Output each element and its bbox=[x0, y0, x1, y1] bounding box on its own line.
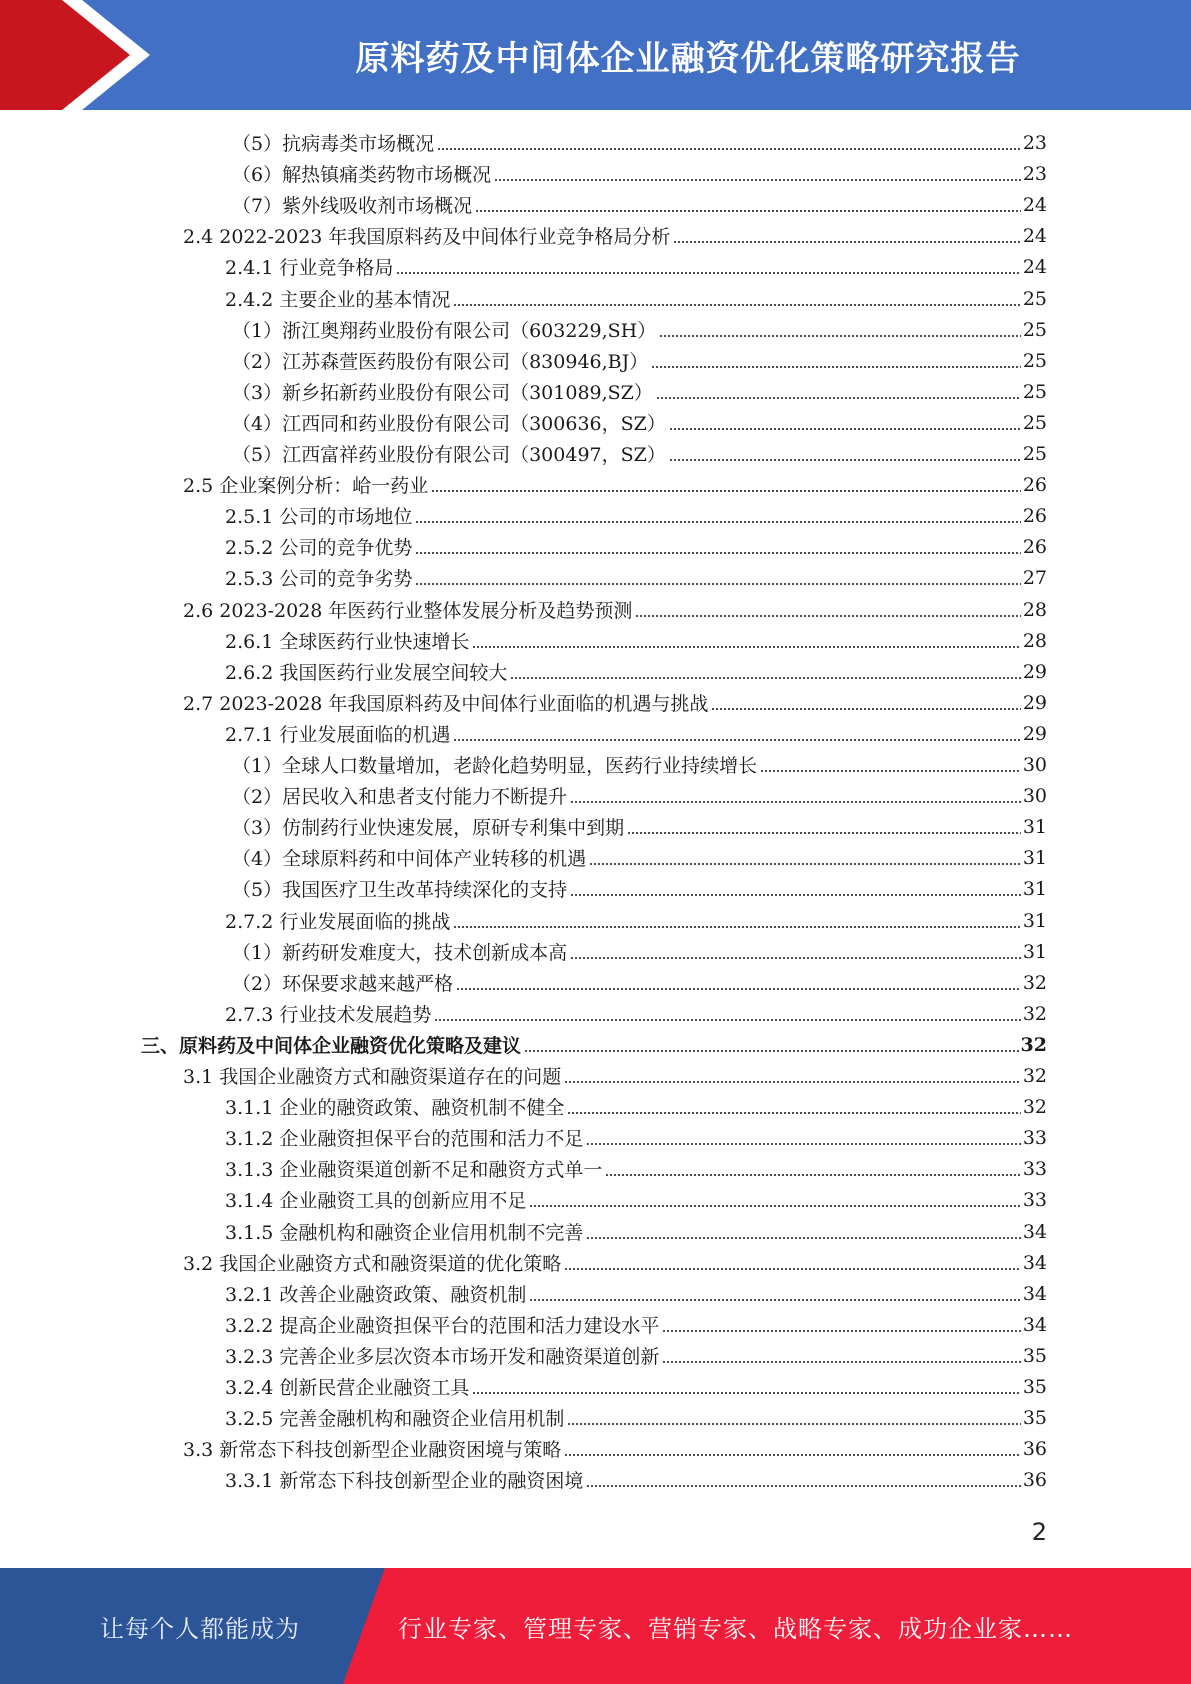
toc-entry-title: 三、原料药及中间体企业融资优化策略及建议 bbox=[141, 1035, 522, 1057]
toc-entry-page: 34 bbox=[1022, 1282, 1047, 1305]
toc-entry-page: 33 bbox=[1022, 1188, 1047, 1211]
toc-entry-page: 33 bbox=[1022, 1157, 1047, 1180]
toc-entry-title: （1）新药研发难度大，技术创新成本高 bbox=[232, 942, 568, 964]
toc-leader-dots bbox=[472, 1392, 1020, 1394]
toc-leader-dots bbox=[659, 335, 1021, 337]
toc-entry[interactable] bbox=[183, 469, 1047, 500]
toc-entry-title: 2.4 2022-2023 年我国原料药及中间体行业竞争格局分析 bbox=[183, 226, 671, 248]
toc-entry[interactable] bbox=[183, 1433, 1047, 1464]
toc-leader-dots bbox=[453, 304, 1020, 306]
toc-leader-dots bbox=[570, 801, 1021, 803]
toc-entry[interactable] bbox=[232, 842, 1047, 873]
toc-entry-page: 29 bbox=[1022, 691, 1047, 714]
toc-entry-page: 25 bbox=[1022, 380, 1047, 403]
toc-leader-dots bbox=[564, 1454, 1021, 1456]
toc-entry-title: 2.6 2023-2028 年医药行业整体发展分析及趋势预测 bbox=[183, 600, 633, 622]
toc-entry-page: 34 bbox=[1022, 1251, 1047, 1274]
toc-entry-title: 3.3.1 新常态下科技创新型企业的融资困境 bbox=[225, 1470, 584, 1492]
toc-entry-page: 34 bbox=[1022, 1313, 1047, 1336]
toc-leader-dots bbox=[475, 210, 1021, 212]
toc-entry-title: 2.5.1 公司的市场地位 bbox=[225, 506, 413, 528]
toc-leader-dots bbox=[662, 1361, 1020, 1363]
toc-entry-title: （5）抗病毒类市场概况 bbox=[232, 133, 435, 155]
toc-leader-dots bbox=[627, 832, 1021, 834]
toc-leader-dots bbox=[760, 770, 1021, 772]
toc-entry-page: 25 bbox=[1022, 318, 1047, 341]
toc-entry-page: 23 bbox=[1022, 162, 1047, 185]
toc-entry[interactable] bbox=[225, 1464, 1047, 1495]
toc-entry-page: 35 bbox=[1022, 1375, 1047, 1398]
toc-entry-title: （3）仿制药行业快速发展，原研专利集中到期 bbox=[232, 817, 625, 839]
toc-entry-title: （2）江苏森萱医药股份有限公司（830946,BJ） bbox=[232, 351, 649, 373]
toc-entry[interactable] bbox=[232, 873, 1047, 904]
toc-leader-dots bbox=[570, 957, 1021, 959]
toc-entry-title: 3.2.2 提高企业融资担保平台的范围和活力建设水平 bbox=[225, 1315, 660, 1337]
toc-entry-page: 25 bbox=[1022, 349, 1047, 372]
toc-entry-page: 32 bbox=[1022, 1002, 1047, 1025]
toc-entry-page: 26 bbox=[1022, 535, 1047, 558]
toc-entry-page: 24 bbox=[1022, 193, 1047, 216]
toc-leader-dots bbox=[434, 1019, 1020, 1021]
toc-leader-dots bbox=[605, 1174, 1020, 1176]
toc-entry-title: 2.4.1 行业竞争格局 bbox=[225, 257, 394, 279]
toc-entry-title: （6）解热镇痛类药物市场概况 bbox=[232, 164, 492, 186]
toc-leader-dots bbox=[431, 490, 1021, 492]
toc-entry-page: 33 bbox=[1022, 1126, 1047, 1149]
toc-entry-page: 36 bbox=[1022, 1437, 1047, 1460]
toc-entry[interactable] bbox=[225, 998, 1047, 1029]
toc-entry-title: 3.1 我国企业融资方式和融资渠道存在的问题 bbox=[183, 1066, 562, 1088]
toc-entry[interactable] bbox=[232, 936, 1047, 967]
toc-entry[interactable] bbox=[183, 1060, 1047, 1091]
toc-entry-title: 2.5.3 公司的竞争劣势 bbox=[225, 568, 413, 590]
toc-entry-page: 26 bbox=[1022, 473, 1047, 496]
toc-entry-page: 31 bbox=[1022, 846, 1047, 869]
toc-leader-dots bbox=[711, 708, 1020, 710]
footer-slogan-left: 让每个人都能成为 bbox=[100, 1614, 300, 1643]
toc-entry-page: 25 bbox=[1022, 411, 1047, 434]
toc-entry[interactable] bbox=[232, 780, 1047, 811]
toc-entry-title: 2.7.3 行业技术发展趋势 bbox=[225, 1004, 432, 1026]
toc-entry-title: 2.5.2 公司的竞争优势 bbox=[225, 537, 413, 559]
toc-entry-title: 3.2.5 完善金融机构和融资企业信用机制 bbox=[225, 1408, 565, 1430]
footer-slogan-right: 行业专家、管理专家、营销专家、战略专家、成功企业家…… bbox=[398, 1614, 1073, 1643]
toc-entry-title: 2.7.1 行业发展面临的机遇 bbox=[225, 724, 451, 746]
toc-entry-title: （5）我国医疗卫生改革持续深化的支持 bbox=[232, 879, 568, 901]
toc-entry-page: 31 bbox=[1022, 909, 1047, 932]
toc-entry[interactable] bbox=[225, 718, 1047, 749]
toc-entry[interactable] bbox=[232, 967, 1047, 998]
toc-leader-dots bbox=[673, 241, 1020, 243]
toc-entry[interactable] bbox=[225, 1122, 1047, 1153]
toc-leader-dots bbox=[656, 397, 1021, 399]
toc-entry-page: 29 bbox=[1022, 722, 1047, 745]
toc-leader-dots bbox=[564, 1268, 1021, 1270]
toc-entry[interactable] bbox=[232, 314, 1047, 345]
toc-entry-title: （5）江西富祥药业股份有限公司（300497，SZ） bbox=[232, 444, 666, 466]
toc-entry[interactable] bbox=[225, 625, 1047, 656]
toc-entry-page: 27 bbox=[1022, 566, 1047, 589]
toc-entry[interactable] bbox=[225, 283, 1047, 314]
toc-entry-page: 30 bbox=[1022, 753, 1047, 776]
toc-entry[interactable] bbox=[141, 1029, 1047, 1060]
toc-leader-dots bbox=[669, 459, 1021, 461]
toc-entry-title: （7）紫外线吸收剂市场概况 bbox=[232, 195, 473, 217]
toc-entry[interactable] bbox=[225, 1278, 1047, 1309]
toc-entry-page: 25 bbox=[1022, 442, 1047, 465]
page-footer bbox=[0, 1568, 1191, 1684]
toc-entry-page: 32 bbox=[1022, 1064, 1047, 1087]
toc-entry[interactable] bbox=[225, 1216, 1047, 1247]
toc-entry-title: 2.5 企业案例分析：峆一药业 bbox=[183, 475, 429, 497]
toc-entry-title: 3.2 我国企业融资方式和融资渠道的优化策略 bbox=[183, 1253, 562, 1275]
toc-leader-dots bbox=[662, 1330, 1020, 1332]
toc-entry[interactable] bbox=[232, 127, 1047, 158]
toc-leader-dots bbox=[589, 863, 1021, 865]
toc-entry-title: 2.6.2 我国医药行业发展空间较大 bbox=[225, 662, 508, 684]
toc-entry-title: 3.1.4 企业融资工具的创新应用不足 bbox=[225, 1190, 527, 1212]
toc-leader-dots bbox=[586, 1143, 1020, 1145]
toc-entry-title: 3.1.3 企业融资渠道创新不足和融资方式单一 bbox=[225, 1159, 603, 1181]
toc-leader-dots bbox=[415, 552, 1020, 554]
toc-entry[interactable] bbox=[225, 1371, 1047, 1402]
toc-entry-title: 2.7.2 行业发展面临的挑战 bbox=[225, 911, 451, 933]
toc-leader-dots bbox=[567, 1423, 1020, 1425]
toc-entry[interactable] bbox=[225, 1153, 1047, 1184]
toc-leader-dots bbox=[396, 272, 1020, 274]
toc-entry-title: 3.3 新常态下科技创新型企业融资困境与策略 bbox=[183, 1439, 562, 1461]
toc-entry-page: 32 bbox=[1022, 971, 1047, 994]
toc-leader-dots bbox=[437, 148, 1021, 150]
toc-entry[interactable] bbox=[183, 594, 1047, 625]
toc-entry[interactable] bbox=[232, 189, 1047, 220]
report-title: 原料药及中间体企业融资优化策略研究报告 bbox=[355, 38, 1021, 79]
toc-leader-dots bbox=[524, 1050, 1019, 1052]
toc-entry[interactable] bbox=[232, 376, 1047, 407]
toc-entry-page: 25 bbox=[1022, 287, 1047, 310]
header-red-arrow bbox=[0, 0, 150, 110]
toc-entry[interactable] bbox=[183, 220, 1047, 251]
toc-entry-page: 32 bbox=[1020, 1033, 1047, 1056]
toc-leader-dots bbox=[415, 521, 1020, 523]
toc-entry[interactable] bbox=[225, 1402, 1047, 1433]
toc-entry[interactable] bbox=[225, 656, 1047, 687]
toc-entry[interactable] bbox=[232, 345, 1047, 376]
toc-entry-title: （3）新乡拓新药业股份有限公司（301089,SZ） bbox=[232, 382, 653, 404]
toc-entry-page: 31 bbox=[1022, 815, 1047, 838]
toc-entry-title: （2）环保要求越来越严格 bbox=[232, 973, 454, 995]
toc-leader-dots bbox=[494, 179, 1021, 181]
toc-entry-title: （2）居民收入和患者支付能力不断提升 bbox=[232, 786, 568, 808]
toc-entry-page: 31 bbox=[1022, 877, 1047, 900]
toc-entry[interactable] bbox=[225, 1184, 1047, 1215]
toc-entry-title: （4）江西同和药业股份有限公司（300636，SZ） bbox=[232, 413, 666, 435]
toc-leader-dots bbox=[635, 615, 1020, 617]
toc-entry-page: 26 bbox=[1022, 504, 1047, 527]
toc-entry-page: 29 bbox=[1022, 660, 1047, 683]
toc-entry[interactable] bbox=[225, 1309, 1047, 1340]
page-header bbox=[0, 0, 1191, 110]
toc-leader-dots bbox=[529, 1205, 1020, 1207]
toc-entry[interactable] bbox=[225, 562, 1047, 593]
toc-entry[interactable] bbox=[225, 1340, 1047, 1371]
toc-entry[interactable] bbox=[232, 811, 1047, 842]
toc-entry-page: 30 bbox=[1022, 784, 1047, 807]
toc-entry-title: 3.1.1 企业的融资政策、融资机制不健全 bbox=[225, 1097, 565, 1119]
toc-entry-title: 3.1.2 企业融资担保平台的范围和活力不足 bbox=[225, 1128, 584, 1150]
toc-leader-dots bbox=[586, 1237, 1020, 1239]
toc-entry-title: 3.2.3 完善企业多层次资本市场开发和融资渠道创新 bbox=[225, 1346, 660, 1368]
toc-entry-page: 24 bbox=[1022, 224, 1047, 247]
toc-entry-page: 36 bbox=[1022, 1468, 1047, 1491]
toc-leader-dots bbox=[510, 677, 1020, 679]
toc-leader-dots bbox=[529, 1299, 1020, 1301]
toc-entry-page: 34 bbox=[1022, 1220, 1047, 1243]
toc-entry-page: 28 bbox=[1022, 598, 1047, 621]
toc-entry-title: 3.2.4 创新民营企业融资工具 bbox=[225, 1377, 470, 1399]
toc-entry-page: 35 bbox=[1022, 1344, 1047, 1367]
toc-leader-dots bbox=[669, 428, 1021, 430]
toc-entry[interactable] bbox=[232, 158, 1047, 189]
toc-leader-dots bbox=[570, 894, 1021, 896]
toc-entry-page: 31 bbox=[1022, 940, 1047, 963]
toc-entry[interactable] bbox=[232, 407, 1047, 438]
toc-entry-title: 2.6.1 全球医药行业快速增长 bbox=[225, 631, 470, 653]
toc-entry-title: 3.1.5 金融机构和融资企业信用机制不完善 bbox=[225, 1222, 584, 1244]
toc-leader-dots bbox=[453, 739, 1020, 741]
toc-entry[interactable] bbox=[232, 749, 1047, 780]
toc-entry[interactable] bbox=[225, 251, 1047, 282]
toc-entry[interactable] bbox=[232, 438, 1047, 469]
toc-leader-dots bbox=[586, 1485, 1020, 1487]
toc-entry-page: 32 bbox=[1022, 1095, 1047, 1118]
toc-leader-dots bbox=[472, 646, 1020, 648]
toc-leader-dots bbox=[564, 1081, 1021, 1083]
toc-entry[interactable] bbox=[225, 500, 1047, 531]
toc-entry-title: 2.7 2023-2028 年我国原料药及中间体行业面临的机遇与挑战 bbox=[183, 693, 709, 715]
toc-entry-page: 35 bbox=[1022, 1406, 1047, 1429]
toc-entry-title: （1）全球人口数量增加，老龄化趋势明显，医药行业持续增长 bbox=[232, 755, 758, 777]
toc-leader-dots bbox=[453, 926, 1020, 928]
toc-entry-title: （1）浙江奥翔药业股份有限公司（603229,SH） bbox=[232, 320, 657, 342]
toc-entry-title: （4）全球原料药和中间体产业转移的机遇 bbox=[232, 848, 587, 870]
toc-entry[interactable] bbox=[183, 1247, 1047, 1278]
toc-entry-title: 2.4.2 主要企业的基本情况 bbox=[225, 289, 451, 311]
page-number: 2 bbox=[1031, 1518, 1047, 1546]
toc-leader-dots bbox=[456, 988, 1021, 990]
toc-leader-dots bbox=[415, 583, 1020, 585]
toc-entry[interactable] bbox=[225, 1091, 1047, 1122]
toc-entry[interactable] bbox=[225, 531, 1047, 562]
toc-entry[interactable] bbox=[225, 905, 1047, 936]
toc-entry-page: 24 bbox=[1022, 255, 1047, 278]
toc-entry-page: 28 bbox=[1022, 629, 1047, 652]
toc-leader-dots bbox=[651, 366, 1021, 368]
toc-leader-dots bbox=[567, 1112, 1020, 1114]
toc-entry-page: 23 bbox=[1022, 131, 1047, 154]
toc-entry-title: 3.2.1 改善企业融资政策、融资机制 bbox=[225, 1284, 527, 1306]
toc-entry[interactable] bbox=[183, 687, 1047, 718]
